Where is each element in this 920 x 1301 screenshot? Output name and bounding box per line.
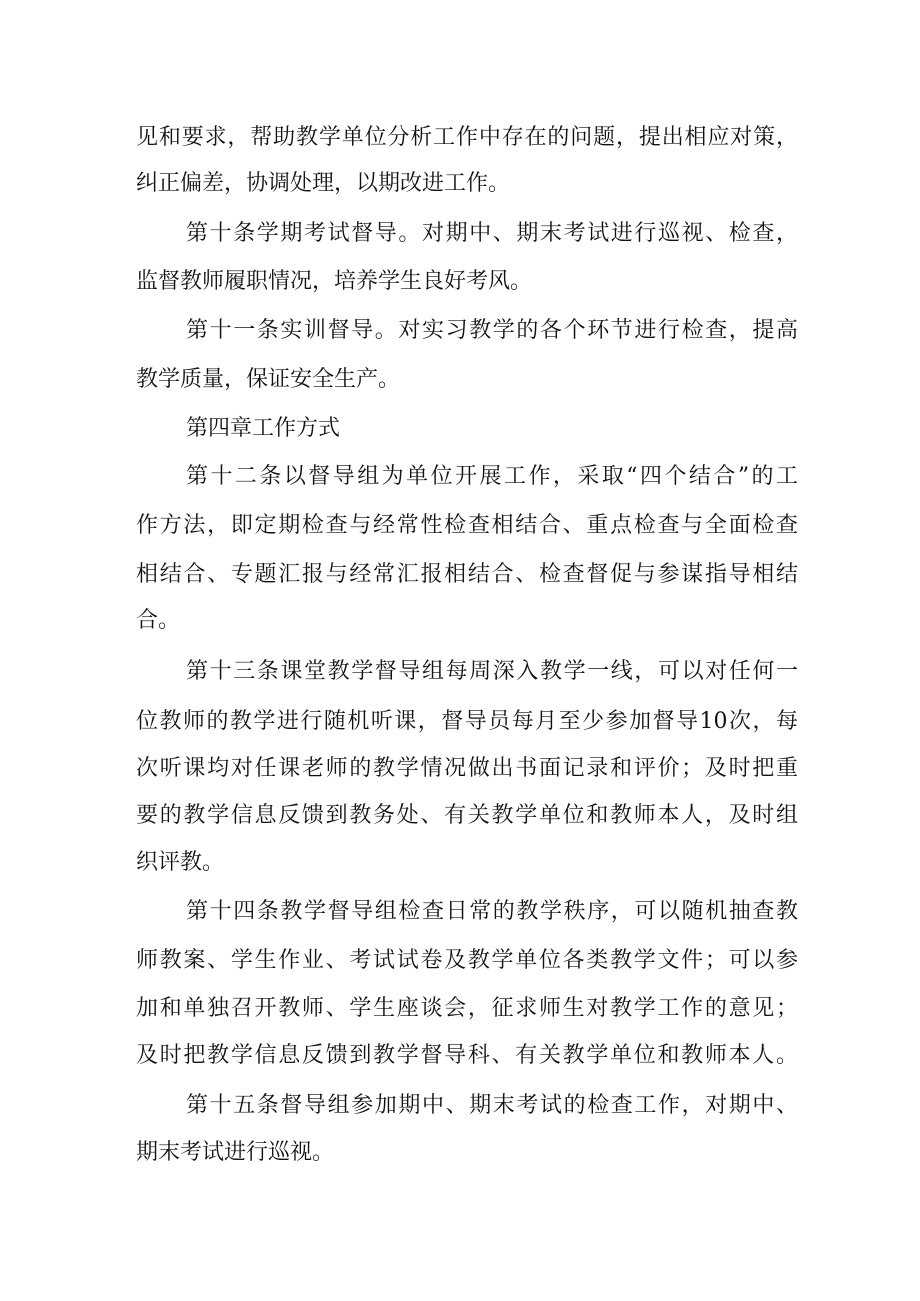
text-line: 监督教师履职情况，培养学生良好考风。 xyxy=(136,269,533,294)
text-line: 次听课均对任课老师的教学情况做出书面记录和评价；及时把重 xyxy=(136,756,798,781)
text-line: 第十五条督导组参加期中、期末考试的检查工作，对期中、 xyxy=(186,1093,798,1118)
text-line: 位教师的教学进行随机听课，督导员每月至少参加督导10次，每 xyxy=(136,709,798,734)
text-line: 相结合、专题汇报与经常汇报相结合、检查督促与参谋指导相结 xyxy=(136,562,798,587)
text-line: 第十三条课堂教学督导组每周深入教学一线，可以对任何一 xyxy=(186,659,798,684)
text-line: 第十一条实训督导。对实习教学的各个环节进行检查，提高 xyxy=(186,318,798,343)
text-line: 教学质量，保证安全生产。 xyxy=(136,367,401,392)
text-line: 织评教。 xyxy=(136,850,225,875)
text-line: 第十二条以督导组为单位开展工作，采取“四个结合”的工 xyxy=(186,464,798,489)
text-line: 及时把教学信息反馈到教学督导科、有关教学单位和教师本人。 xyxy=(136,1043,798,1068)
chapter-heading: 第四章工作方式 xyxy=(186,416,341,441)
text-line: 见和要求，帮助教学单位分析工作中存在的问题，提出相应对策， xyxy=(136,125,798,150)
text-line: 期末考试进行巡视。 xyxy=(136,1140,335,1165)
text-line: 纠正偏差，协调处理，以期改进工作。 xyxy=(136,171,511,196)
text-line: 第十四条教学督导组检查日常的教学秩序，可以随机抽查教 xyxy=(186,899,798,924)
text-line: 加和单独召开教师、学生座谈会，征求师生对教学工作的意见； xyxy=(136,996,798,1021)
text-line: 第十条学期考试督导。对期中、期末考试进行巡视、检查， xyxy=(186,221,798,246)
text-line: 要的教学信息反馈到教务处、有关教学单位和教师本人，及时组 xyxy=(136,803,798,828)
text-line: 师教案、学生作业、考试试卷及教学单位各类教学文件；可以参 xyxy=(136,948,798,973)
text-line: 作方法，即定期检查与经常性检查相结合、重点检查与全面检查 xyxy=(136,513,798,538)
text-line: 合。 xyxy=(136,608,181,633)
